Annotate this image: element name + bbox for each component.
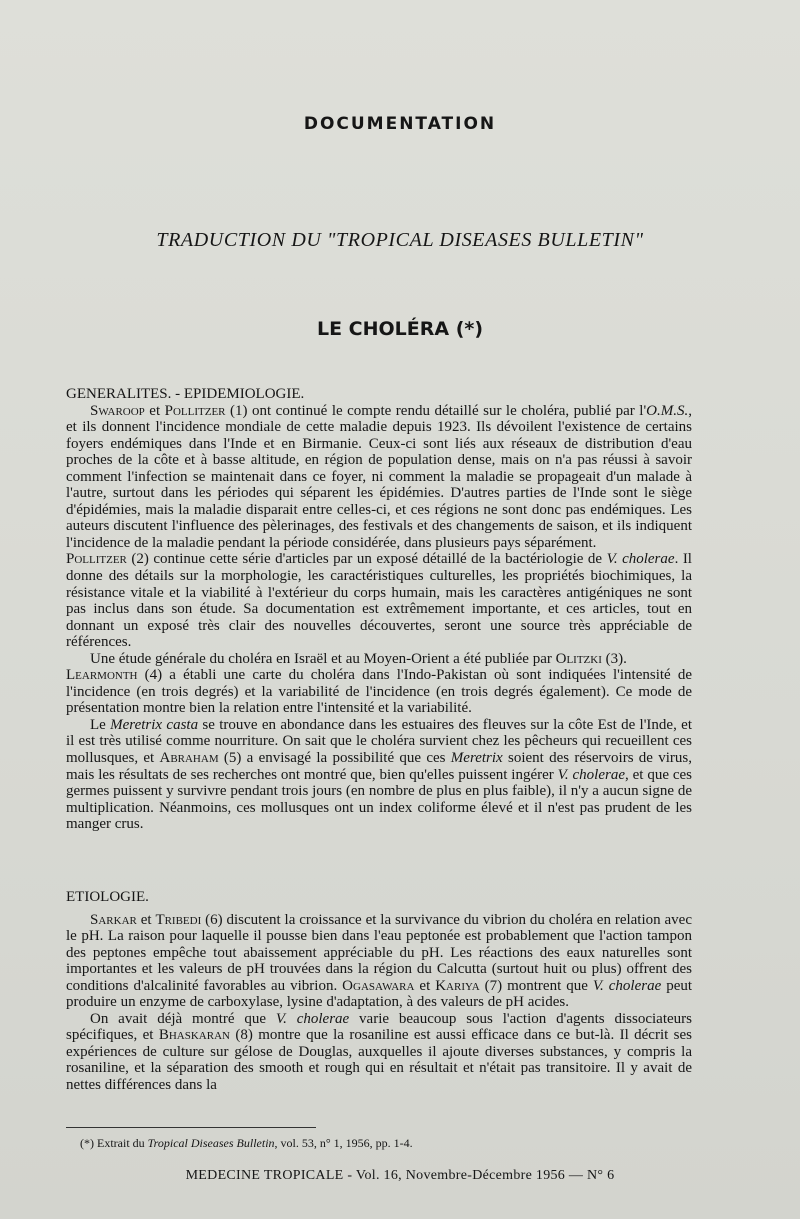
text-run: varie beaucoup sous l'action d'agents dissociateurs spécifiques, et [66,1010,692,1044]
author-name: Bhaskaran [158,1027,230,1044]
text-run: (*) Extrait du [80,1136,148,1150]
footnote-divider [66,1127,316,1128]
text-run: peut produire un enzyme de carboxylase, lysine d'adaptation, à des valeurs de pH acides. [66,977,693,1011]
paragraph [66,651,692,668]
text-run: (5) a envisagé la possibilité que ces [218,750,451,767]
text-run: , vol. 53, n° 1, 1956, pp. 1-4. [274,1136,413,1150]
article-title: LE CHOLÉRA (*) [316,318,484,340]
text-run: , et que ces germes puissent y survivre pendant trois jours (en nombre de plus en plus faible), il n'y a aucun signe de multiplication. Néanmoins, ces mollusques ont un index coliforme élevé et il n'est pas prudent de les manger crus. [66,766,693,833]
paragraph [66,403,692,552]
text-run: (8) montre que la rosaniline est aussi efficace dans ce but-là. Il décrit ses expériences de culture sur gélose de Douglas, auxquelles il ajoute diverses substances, y compris la rosaniline, et la séparation des smooth et rough qui en résultait et n'était pas transitoire. Il y avait de nettes différences dans la [66,1027,692,1094]
text-run: (4) a établi une carte du choléra dans l'Indo-Pakistan où sont indiquées l'intensité de l'incidence (en trois degrés) et la variabilité de l'incidence (en trois degrés également). Ce mode de présentation montre bien la relation entre l'intensité et la variabilité. [66,667,692,717]
author-name: Learmonth [66,667,138,684]
paragraph [66,667,692,717]
paragraph [66,717,692,833]
italic-term: V. cholerae [606,551,675,568]
text-run: (6) discutent la croissance et la survivance du vibrion du choléra en relation avec le pH. La raison pour laquelle il pousse bien dans l'eau peptonée est probablement que l'action tampon des peptones empêche tout abaissement appréciable du pH. Les réactions des eaux naturelles sont importantes et les valeurs de pH trouvées dans la région du Calcutta (surtout huit ou plus) offrent des conditions d'alcalinité favorables au vibrion. [66,911,692,994]
italic-term: V. cholerae [557,766,625,783]
section-heading: DOCUMENTATION [303,114,497,134]
journal-footer: MEDECINE TROPICALE - Vol. 16, Novembre-Décembre 1956 — N° 6 [185,1168,615,1183]
text-run: Le [90,716,111,733]
article-subtitle: TRADUCTION DU "TROPICAL DISEASES BULLETIN" [156,229,644,251]
italic-term: Tropical Diseases Bulletin [147,1136,275,1150]
text-run: (3). [601,650,627,667]
paragraph [66,912,692,1011]
text-run: et [144,402,165,419]
paragraph [66,1011,692,1094]
author-name: Pollitzer [66,551,127,568]
italic-term: V. cholerae [275,1010,350,1027]
author-name: Abraham [159,750,219,767]
text-run: se trouve en abondance dans les estuaires des fleuves sur la côte Est de l'Inde, et il est très utilisé comme nourriture. On sait que le choléra survient chez les pêcheurs qui recueillent ces mollusques, et [66,716,692,767]
footnote [80,1136,700,1151]
author-name: Kariya [435,977,480,994]
author-name: Swaroop [90,402,145,419]
paragraph [66,551,692,650]
italic-term: Meretrix [450,750,503,767]
generalites-section [66,386,692,833]
text-run: (1) ont continué le compte rendu détaillé sur le choléra, publié par l' [225,402,647,419]
text-run: , et ils donnent l'incidence mondiale de cette maladie depuis 1923. Ils dévoilent l'existence de certains foyers endémiques dans l'Inde et en Birmanie. Ceux-ci sont liés aux réseaux de distribution d'eau proches de la côte et à basse altitude, en région de population dense, mais on n'a pas réussi à savoir comment l'infection se maintenait dans ce foyer, ni comment la maladie se propageait d'un malade à l'autre, surtout dans les périodes qui séparent les épidémies. D'autres parties de l'Inde sont le siège d'épidémies, mais la maladie disparait entre celles-ci, et ces régions ne sont donc pas endémiques. Les auteurs discutent l'influence des pèlerinages, des festivals et des changements de saison, et ils indiquent l'incidence de la maladie pendant la période considérée, dans plusieurs pays séparément. [66,402,692,551]
text-run: On avait déjà montré que [90,1010,276,1027]
italic-term: V. cholerae [592,977,662,994]
text-run: et [414,977,436,994]
author-name: Tribedi [155,911,202,928]
etiologie-section [66,889,692,1094]
text-run: (2) continue cette série d'articles par un exposé détaillé de la bactériologie de [126,551,607,568]
text-run: (7) montrent que [479,977,593,994]
text-run: . Il donne des détails sur la morphologie, les caractéristiques culturelles, les propriétés biochimiques, la résistance vitale et la viabilité à l'extérieur du corps humain, mais les caractères antigéniques ne sont pas inclus dans son étude. Sa documentation est extrêmement importante, et ces articles, tout en donnant un exposé très clair des nouvelles découvertes, seront une source très appréciable de références. [66,551,692,651]
italic-term: O.M.S. [646,402,689,419]
italic-term: Meretrix casta [110,716,199,733]
author-name: Ogasawara [342,977,415,994]
etiologie-heading: ETIOLOGIE. [66,889,149,905]
author-name: Pollitzer [164,402,226,419]
author-name: Olitzki [555,650,602,667]
generalites-heading: GENERALITES. - EPIDEMIOLOGIE. [66,386,305,402]
author-name: Sarkar [90,911,137,928]
text-run: Une étude générale du choléra en Israël et au Moyen-Orient a été publiée par [90,650,556,667]
text-run: et [136,911,156,928]
text-run: soient des réservoirs de virus, mais les résultats de ses recherches ont montré que, bien qu'elles puissent ingérer [66,750,692,783]
